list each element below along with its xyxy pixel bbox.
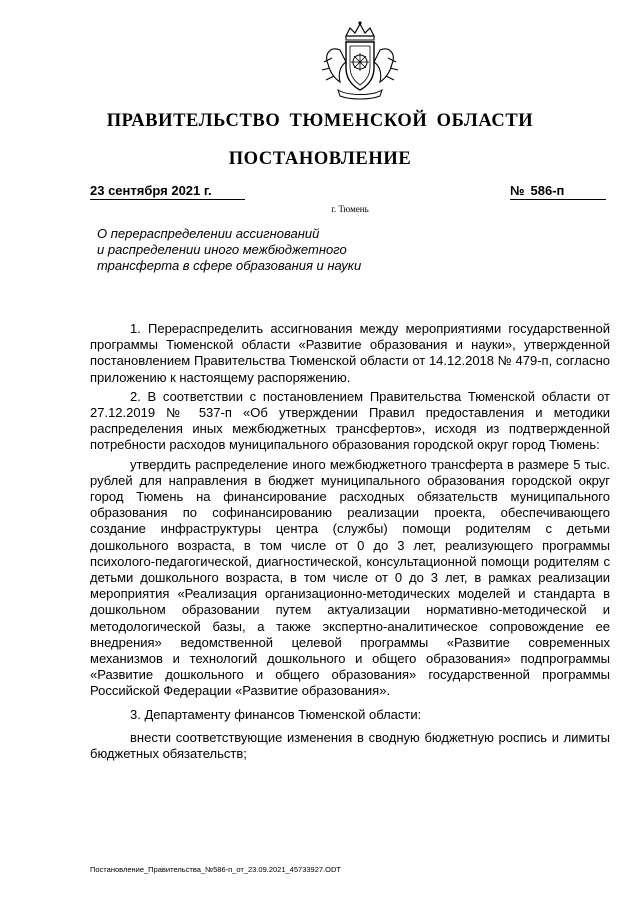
document-date: 23 сентября 2021 г. xyxy=(90,183,245,200)
organization-title: ПРАВИТЕЛЬСТВО ТЮМЕНСКОЙ ОБЛАСТИ xyxy=(106,111,534,131)
paragraph-1: 1. Перераспределить ассигнования между мероприятиями государственной программы Тюменской области «Развитие образования и науки», утвержденной постановлением Правительства Тюменской области от 14.12.2018 № 479-п, согласно приложению к настоящему распоряжению. xyxy=(90,321,610,385)
subject-line: трансферта в сфере образования и науки xyxy=(97,258,362,273)
paragraph-4: 3. Департаменту финансов Тюменской области: xyxy=(130,706,422,722)
paragraph-5: внести соответствующие изменения в сводную бюджетную роспись и лимиты бюджетных обязательств; xyxy=(90,729,610,762)
tyumen-region-coat-of-arms-icon xyxy=(310,20,410,102)
document-body xyxy=(90,321,610,762)
city-label: г. Тюмень xyxy=(331,204,369,214)
paragraph-3: утвердить распределение иного межбюджетного трансферта в размере 5 тыс. рублей для направления в бюджет муниципального образования городской округ город Тюмень на финансирование расходных обязательств муниципального образования по софинансированию реализации проекта, обеспечивающего создание инфраструктуры центра (службы) помощи родителям с детьми дошкольного возраста, в том числе от 0 до 3 лет, реализующего программы психолого-педагогической, диагностической, консультационной помощи родителям с детьми дошкольного возраста, в том числе от 0 до 3 лет, в рамках реализации мероприятия «Реализация организационно-методических моделей и стандарта в дошкольном образовании путем актуализации нормативно-методической и методологической базы, а также экспертно-аналитическое сопровождение ее внедрения» ведомственной целевой программы «Развитие современных механизмов и технологий дошкольного и общего образования» подпрограммы «Развитие дошкольного и общего образования» государственной программы Российской Федерации «Развитие образования». xyxy=(90,456,610,699)
subject-line: и распределении иного межбюджетного xyxy=(97,242,347,257)
document-type: ПОСТАНОВЛЕНИЕ xyxy=(228,149,412,169)
document-number xyxy=(510,183,606,200)
paragraph-2: 2. В соответствии с постановлением Правительства Тюменской области от 27.12.2019 № 537-п «Об утверждении Правил предоставления и методики распределения иных межбюджетных трансфертов», исходя из подтвержденной потребности расходов муниципального образования городской округ город Тюмень: xyxy=(90,388,610,453)
document-subject xyxy=(97,226,397,274)
subject-line: О перераспределении ассигнований xyxy=(97,226,320,241)
number-prefix: № xyxy=(510,183,525,198)
number-value: 586-п xyxy=(530,183,565,198)
footer-filename: Постановление_Правительства_№586-п_от_23.09.2021_45733927.ODT xyxy=(90,865,341,874)
